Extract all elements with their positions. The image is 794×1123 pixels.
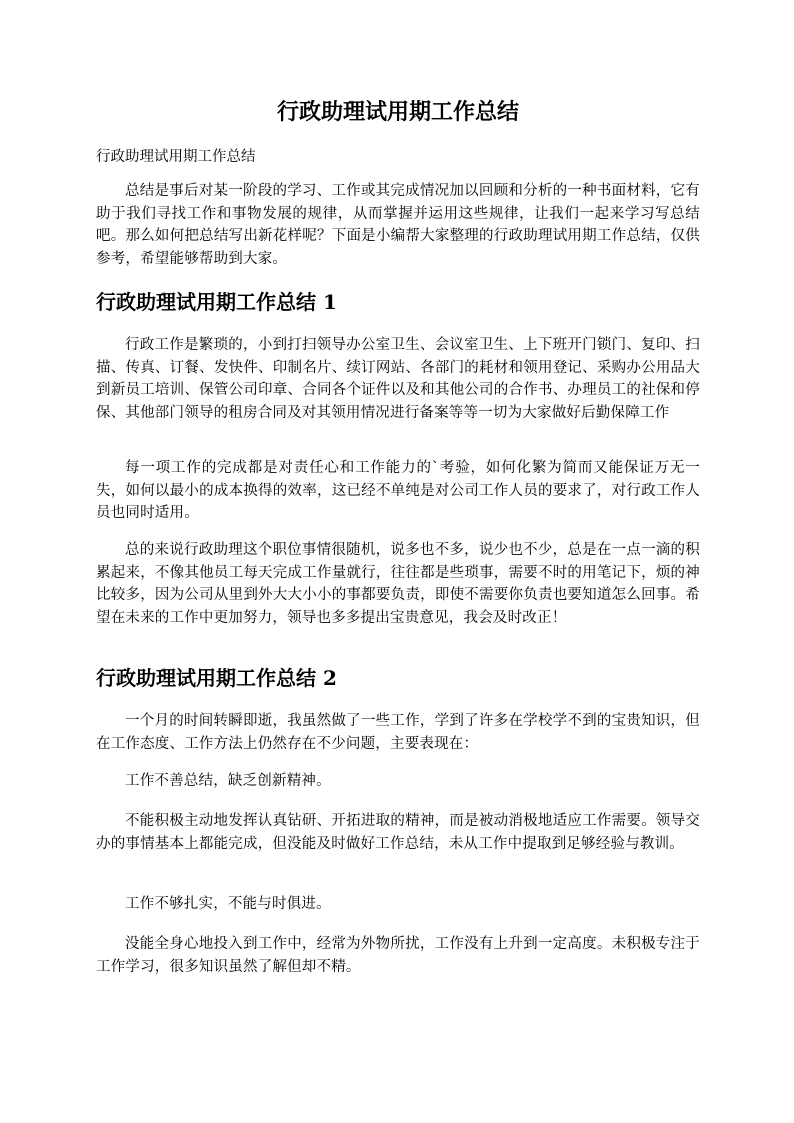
section-2-paragraph-5: 没能全身心地投入到工作中，经常为外物所扰，工作没有上升到一定高度。未积极专注于工作学习，很多知识虽然了解但却不精。 — [96, 936, 700, 975]
section-2-paragraph-4: 工作不够扎实，不能与时俱进。 — [125, 896, 331, 912]
section-1-paragraph-3: 总的来说行政助理这个职位事情很随机，说多也不多，说少也不少，总是在一点一滴的积累起来，不像其他员工每天完成工作量就行，往往都是些琐事，需要不时的用笔记下，烦的神比较多，因为公司从里到外大大小小的事都要负责，即使不需要你负责也要知道怎么回事。希望在未来的工作中更加努力，领导也多多提出宝贵意见，我会及时改正！ — [96, 542, 700, 626]
section-1-paragraph-1: 行政工作是繁琐的，小到打扫领导办公室卫生、会议室卫生、上下班开门锁门、复印、扫描、传真、订餐、发快件、印制名片、续订网站、各部门的耗材和领用登记、采购办公用品大到新员工培训、保管公司印章、合同各个证件以及和其他公司的合作书、办理员工的社保和停保、其他部门领导的租房合同及对其领用情况进行备案等等一切为大家做好后勤保障工作 — [96, 337, 700, 421]
document-title: 行政助理试用期工作总结 — [276, 99, 519, 125]
section-2-paragraph-1: 一个月的时间转瞬即逝，我虽然做了一些工作，学到了许多在学校学不到的宝贵知识，但在工作态度、工作方法上仍然存在不少问题，主要表现在： — [96, 713, 700, 752]
intro-paragraph: 总结是事后对某一阶段的学习、工作或其完成情况加以回顾和分析的一种书面材料，它有助于我们寻找工作和事物发展的规律，从而掌握并运用这些规律，让我们一起来学习写总结吧。那么如何把总结写出新花样呢？下面是小编帮大家整理的行政助理试用期工作总结，仅供参考，希望能够帮助到大家。 — [96, 183, 700, 267]
document-subtitle: 行政助理试用期工作总结 — [96, 149, 256, 165]
section-2-paragraph-2: 工作不善总结，缺乏创新精神。 — [125, 773, 331, 789]
section-1-paragraph-2: 每一项工作的完成都是对责任心和工作能力的`考验，如何化繁为简而又能保证万无一失，如何以最小的成本换得的效率，这已经不单纯是对公司工作人员的要求了，对行政工作人员也同时适用。 — [96, 460, 700, 521]
section-1-heading: 行政助理试用期工作总结 1 — [96, 290, 337, 314]
section-2-heading: 行政助理试用期工作总结 2 — [96, 666, 337, 690]
section-2-paragraph-3: 不能积极主动地发挥认真钻研、开拓进取的精神，而是被动消极地适应工作需要。领导交办的事情基本上都能完成，但没能及时做好工作总结，未从工作中提取到足够经验与教训。 — [96, 813, 700, 852]
